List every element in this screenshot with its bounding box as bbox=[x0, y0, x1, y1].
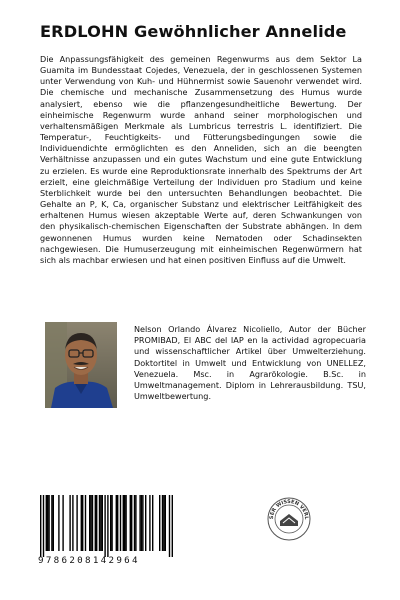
barcode-bar bbox=[82, 495, 83, 551]
barcode-bar bbox=[85, 495, 86, 551]
publisher-logo bbox=[266, 496, 312, 542]
barcode-bar bbox=[110, 495, 111, 551]
barcode-bar bbox=[90, 495, 91, 551]
barcode-bar bbox=[43, 495, 44, 557]
barcode-bar bbox=[139, 495, 140, 551]
barcode-bar bbox=[124, 495, 125, 551]
svg-text:UNSER WISSEN VERLAG: SER WISSEN VERL bbox=[268, 498, 310, 520]
barcode-bar bbox=[46, 495, 47, 551]
barcode-bar bbox=[72, 495, 73, 551]
barcode-bar bbox=[152, 495, 153, 551]
barcode-bar bbox=[172, 495, 173, 557]
barcode-bar bbox=[162, 495, 163, 551]
barcode-bar bbox=[130, 495, 131, 551]
barcode-bar bbox=[99, 495, 100, 551]
barcode-bar bbox=[145, 495, 146, 551]
barcode-bar bbox=[76, 495, 77, 551]
author-photo bbox=[45, 322, 117, 408]
book-title: ERDLOHN Gewöhnlicher Annelide bbox=[40, 22, 347, 41]
barcode-bar bbox=[104, 495, 105, 557]
barcode-bar bbox=[100, 495, 101, 551]
barcode-bar bbox=[95, 495, 96, 551]
barcode-bar bbox=[135, 495, 136, 551]
barcode-bar bbox=[141, 495, 142, 551]
barcode-bar bbox=[107, 495, 108, 557]
author-portrait-icon bbox=[45, 322, 117, 408]
barcode-bar bbox=[102, 495, 103, 551]
barcode-bar bbox=[123, 495, 124, 551]
barcode-bar bbox=[62, 495, 63, 551]
barcode-bar bbox=[96, 495, 97, 551]
barcode-bar bbox=[163, 495, 164, 551]
barcode-bar bbox=[47, 495, 48, 551]
author-bio: Nelson Orlando Álvarez Nicoliello, Autor der Bücher PROMIBAD, El ABC del IAP en la actividad agropecuaria und wissenschaftlicher Artikel über Umwelterziehung. Doktortitel in Umwelt und Entwicklung von UNELLEZ, Venezuela. Msc. in Agrarökologie. B.Sc. in Umweltmanagement. Diplom in Lehrerausbildung. TSU, Umweltbewertung. bbox=[134, 324, 366, 402]
barcode-bar bbox=[116, 495, 117, 551]
barcode-bar bbox=[165, 495, 166, 551]
barcode-bar bbox=[134, 495, 135, 551]
barcode-bar bbox=[120, 495, 121, 551]
barcode-bar bbox=[131, 495, 132, 551]
barcode-bar bbox=[40, 495, 41, 557]
barcode-bar bbox=[111, 495, 112, 551]
barcode-bar bbox=[48, 495, 49, 551]
barcode-bar bbox=[92, 495, 93, 551]
barcode-bar bbox=[89, 495, 90, 551]
barcode-bar bbox=[142, 495, 143, 551]
book-abstract: Die Anpassungsfähigkeit des gemeinen Regenwurms aus dem Sektor La Guamita im Bundesstaat Cojedes, Venezuela, der in geschlossenen Systemen unter Verwendung von Kuh- und Hühnermist sowie Sauenohr verwendet wird. Die chemische und mechanische Zusammensetzung des Humus wurde analysiert, ebenso wie die pflanzengesundheitliche Bewertung. Der einheimische Regenwurm wurde anhand seiner morphologischen und verhaltensmäßigen Merkmale als Lumbricus terrestris L. identifiziert. Die Temperatur-, Feuchtigkeits- und Fütterungsbedingungen sowie die Individuendichte ermöglichten es den Anneliden, sich an die beengten Verhältnisse anzupassen und ein gutes Wachstum und eine gute Entwicklung zu erzielen. Es wurde eine Reproduktionsrate innerhalb des Spektrums der Art erzielt, eine gleichmäßige Verteilung der Individuen pro Stadium und keine Sterblichkeit wurde bei den untersuchten Behandlungen beobachtet. Die Gehalte an P, K, Ca, organischer Substanz und elektrischer Leitfähigkeit des erhaltenen Humus wiesen akzeptable Werte auf, deren Schwankungen von den physikalisch-chemischen Eigenschaften der Substrate abhängen. In dem gewonnenen Humus wurden keine Nematoden oder Schadinsekten nachgewiesen. Die Humuserzeugung mit einheimischen Regenwürmern hat sich als machbar erwiesen und hat einen positiven Einfluss auf die Umwelt. bbox=[40, 54, 362, 265]
barcode-bar bbox=[58, 495, 59, 551]
isbn-digits: 9786208142964 bbox=[38, 555, 140, 566]
barcode-bar bbox=[159, 495, 160, 551]
barcode-bar bbox=[51, 495, 52, 551]
barcode-bar bbox=[53, 495, 54, 551]
barcode-bar bbox=[81, 495, 82, 551]
barcode-bar bbox=[125, 495, 126, 551]
barcode-bar bbox=[169, 495, 170, 557]
barcode-bar bbox=[69, 495, 70, 551]
barcode-bars bbox=[34, 493, 177, 557]
isbn-barcode bbox=[34, 493, 177, 573]
barcode-bar bbox=[117, 495, 118, 551]
book-seal-icon bbox=[266, 496, 312, 542]
barcode-bar bbox=[149, 495, 150, 551]
